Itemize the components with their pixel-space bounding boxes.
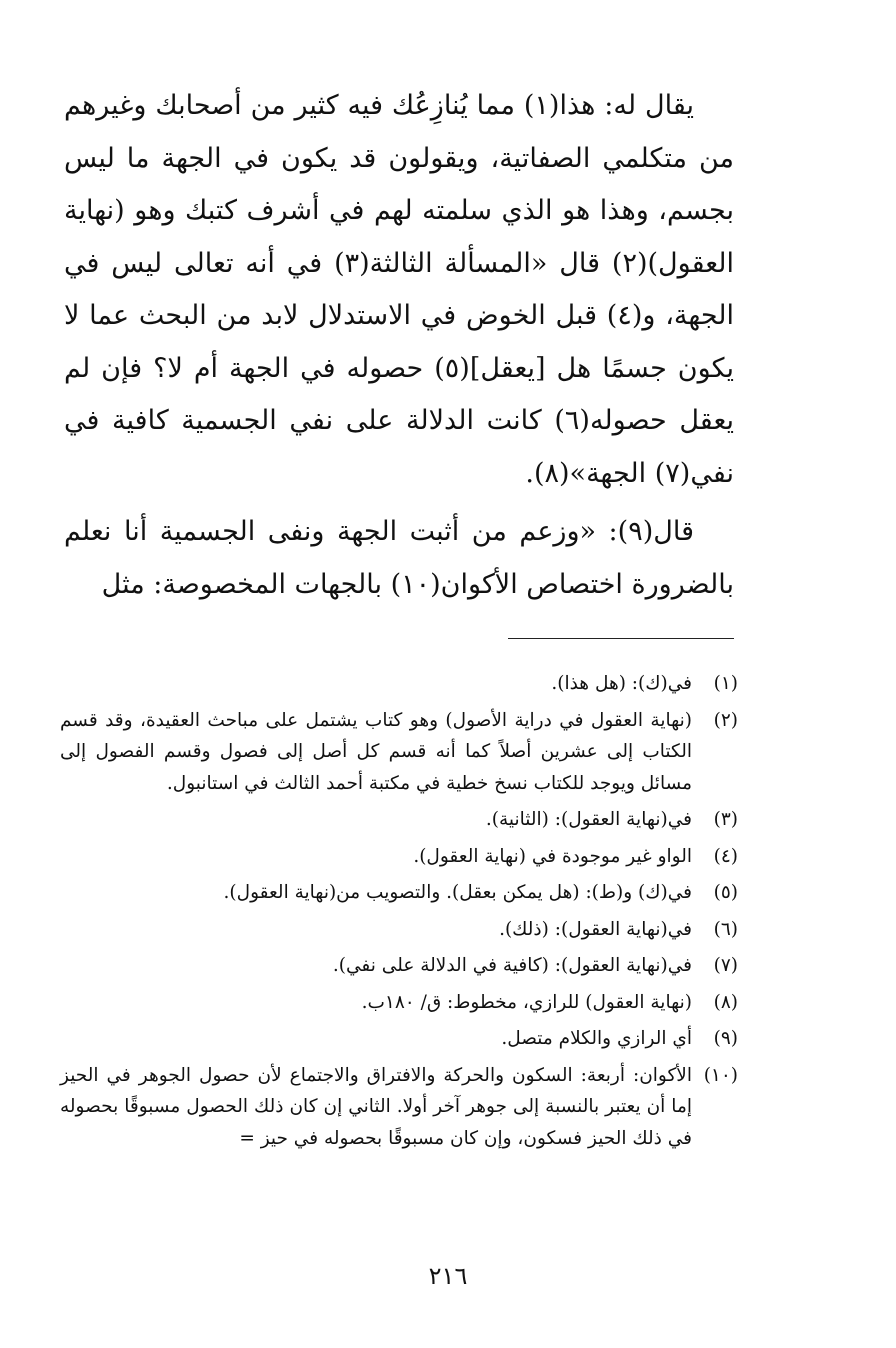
footnote-6 xyxy=(60,914,738,946)
footnote-text: الأكوان: أربعة: السكون والحركة والافتراق والاجتماع لأن حصول الجوهر في الحيز إما أن يعتبر بالنسبة إلى جوهر آخر أولا. الثاني إن كان ذلك الحصول مسبوقًا بحصوله في ذلك الحيز فسكون، وإن كان مسبوقًا بحصوله في حيز = xyxy=(60,1064,692,1149)
footnote-9 xyxy=(60,1023,738,1055)
footnote-5 xyxy=(60,877,738,909)
footnote-10 xyxy=(60,1060,738,1155)
footnote-number: (٢) xyxy=(713,709,738,731)
footnote-number: (٧) xyxy=(713,955,738,976)
footnote-1 xyxy=(60,668,738,700)
main-text xyxy=(64,80,734,611)
footnote-number: (٩) xyxy=(713,1028,738,1049)
footnote-text: أي الرازي والكلام متصل. xyxy=(501,1028,692,1049)
footnote-separator xyxy=(508,638,734,639)
footnote-text: في(نهاية العقول): (كافية في الدلالة على نفي). xyxy=(332,955,692,976)
footnote-4 xyxy=(60,841,738,873)
footnote-2 xyxy=(60,705,738,800)
main-paragraph-1: يقال له: هذا(١) مما يُنازِعُك فيه كثير من أصحابك وغيرهم من متكلمي الصفاتية، ويقولون قد يكون في الجهة ما ليس بجسم، وهذا هو الذي سلمته لهم في أشرف كتبك وهو (نهاية العقول)(٢) قال «المسألة الثالثة(٣) في أنه تعالى ليس في الجهة، و(٤) قبل الخوض في الاستدلال لابد من البحث عما لا يكون جسمًا هل [يعقل](٥) حصوله في الجهة أم لا؟ فإن لم يعقل حصوله(٦) كانت الدلالة على نفي الجسمية كافية في نفي(٧) الجهة»(٨). xyxy=(64,90,735,489)
footnotes xyxy=(60,668,738,1159)
footnote-text: في(نهاية العقول): (الثانية). xyxy=(485,809,692,830)
footnote-text: (نهاية العقول في دراية الأصول) وهو كتاب يشتمل على مباحث العقيدة، وقد قسم الكتاب إلى عشرين أصلاً كما أنه قسم كل أصل إلى فصول وقسم الفصول إلى مسائل ويوجد للكتاب نسخ خطية في مكتبة أحمد الثالث في استانبول. xyxy=(60,709,692,794)
main-paragraph-2: قال(٩): «وزعم من أثبت الجهة ونفى الجسمية أنا نعلم بالضرورة اختصاص الأكوان(١٠) بالجهات المخصوصة: مثل xyxy=(64,516,734,600)
footnote-number: (٨) xyxy=(713,991,738,1013)
footnote-text: الواو غير موجودة في (نهاية العقول). xyxy=(413,845,692,867)
footnote-text: (نهاية العقول) للرازي، مخطوط: ق/ ١٨٠ب. xyxy=(361,991,692,1013)
footnote-3 xyxy=(60,804,738,836)
footnote-number: (٣) xyxy=(713,809,738,830)
footnote-7 xyxy=(60,950,738,982)
footnote-number: (١٠) xyxy=(703,1064,738,1086)
footnote-number: (٦) xyxy=(713,918,738,940)
footnote-text: في(ك): (هل هذا). xyxy=(551,673,692,694)
footnote-text: في(ك) و(ط): (هل يمكن بعقل). والتصويب من(نهاية العقول). xyxy=(223,882,692,903)
footnote-number: (٤) xyxy=(713,845,738,867)
footnote-number: (١) xyxy=(713,673,738,694)
footnote-8 xyxy=(60,987,738,1019)
page-number: ٢١٦ xyxy=(428,1262,468,1290)
footnote-number: (٥) xyxy=(713,882,738,903)
footnote-text: في(نهاية العقول): (ذلك). xyxy=(499,918,692,940)
